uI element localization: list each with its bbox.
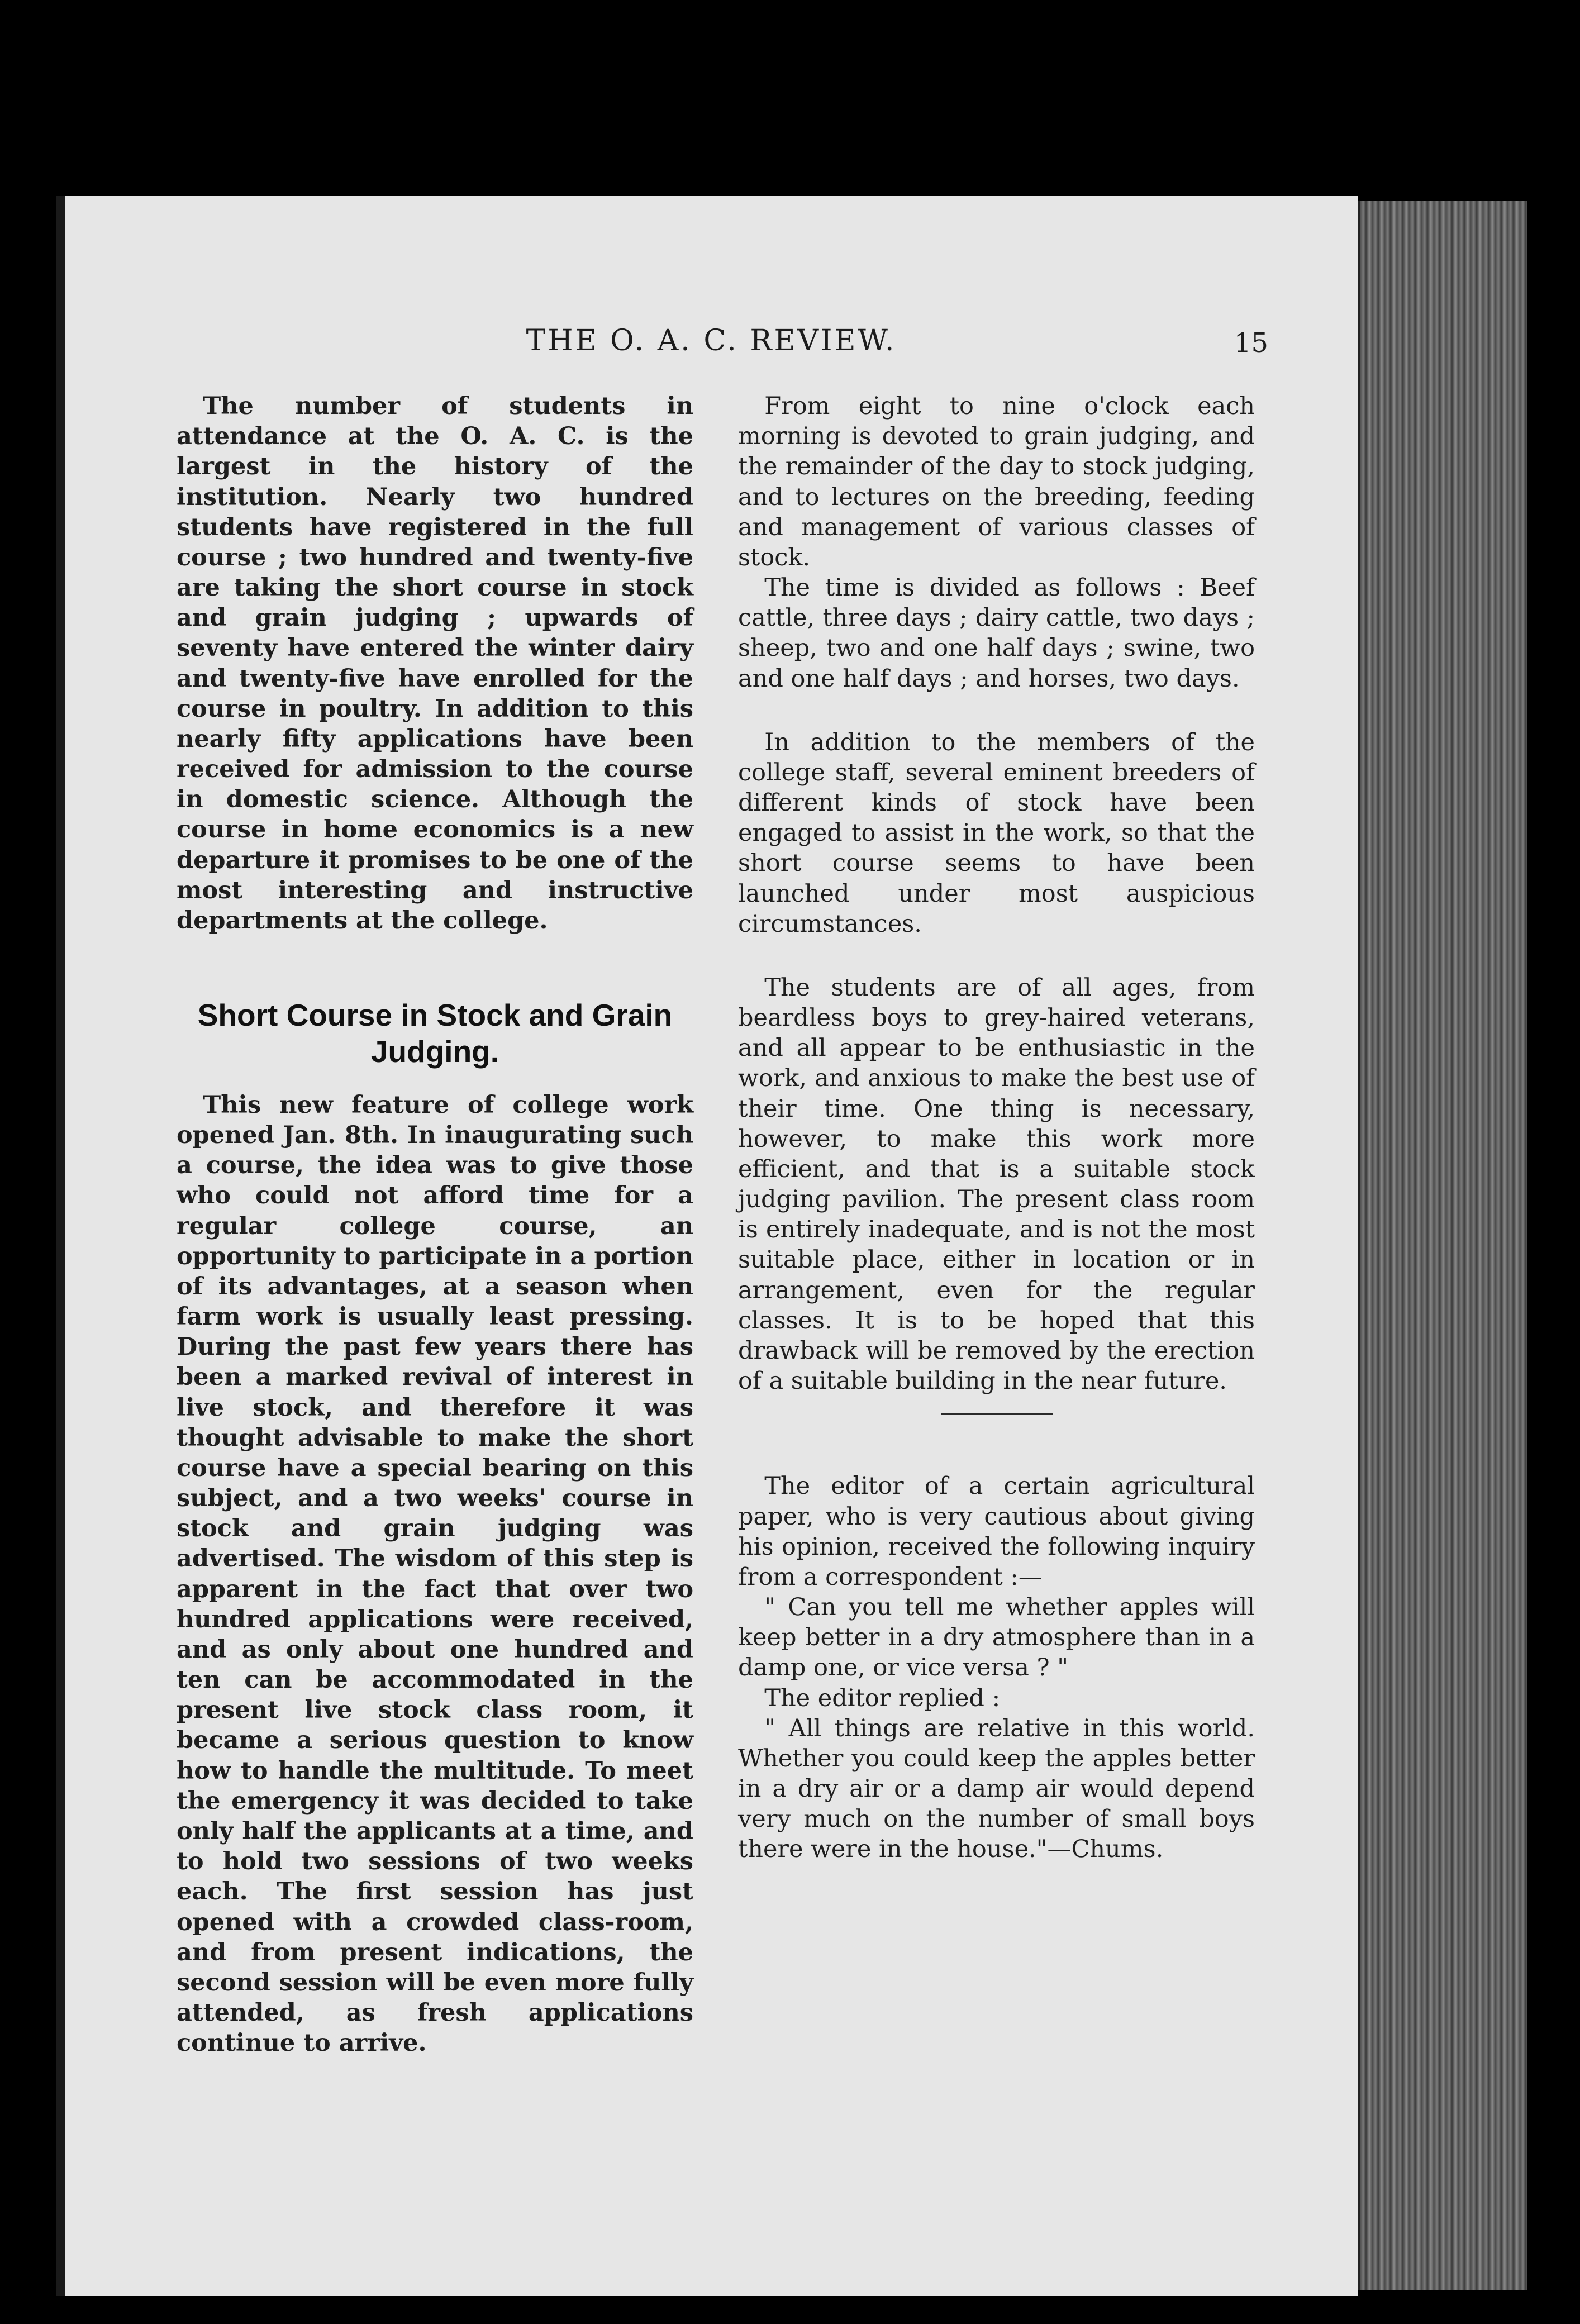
book-page-edges	[1358, 201, 1527, 2290]
magazine-page	[56, 196, 1358, 2296]
page-number: 15	[1234, 327, 1268, 359]
editor-anecdote-paragraph: The editor of a certain agricultural paper, who is very cautious about giving his opinion, received the following inquiry from a correspondent :—	[738, 1472, 1255, 1591]
section-divider	[941, 1413, 1053, 1415]
left-column	[177, 391, 693, 2058]
spacer	[738, 939, 1255, 973]
right-column	[738, 391, 1255, 1865]
students-paragraph: The students are of all ages, from beardless boys to grey-haired veterans, and all appear to be enthusiastic in the work, and anxious to make the best use of their time. One thing is necessary, however, to make this work more efficient, and that is a suitable stock judging pavilion. The present class room is entirely inadequate, and is not the most suitable place, either in location or in arrangement, even for the regular classes. It is to be hoped that this drawback will be removed by the erection of a suitable building in the near future.	[738, 973, 1255, 1396]
reply-quote: " All things are relative in this world. Whether you could keep the apples better in a dry air or a damp air would depend very much on the number of small boys there were in the house."—Chums.	[738, 1714, 1255, 1864]
staff-paragraph: In addition to the members of the college staff, several eminent breeders of different kinds of stock have been engaged to assist in the work, so that the short course seems to have been launched under most auspicious circumstances.	[738, 728, 1255, 938]
schedule-paragraph: From eight to nine o'clock each morning is devoted to grain judging, and the remainder of the day to stock judging, and to lectures on the breeding, feeding and management of various classes of stock.	[738, 392, 1255, 572]
section-heading: Short Course in Stock and Grain Judging.	[197, 998, 673, 1069]
spacer	[738, 694, 1255, 727]
short-course-paragraph: This new feature of college work opened Jan. 8th. In inaugurating such a course, the idea was to give those who could not afford time for a regular college course, an opportunity to participate in a portion of its advantages, at a season when farm work is usually least pressing. During the past few years there has been a marked revival of interest in live stock, and therefore it was thought advisable to make the short course have a special bearing on this subject, and a two weeks' course in stock and grain judging was advertised. The wisdom of this step is apparent in the fact that over two hundred applications were received, and as only about one hundred and ten can be accommodated in the present live stock class room, it became a serious question to know how to handle the multitude. To meet the emergency it was decided to take only half the applicants at a time, and to hold two sessions of two weeks each. The first session has just opened with a crowded class-room, and from present indications, the second session will be even more fully attended, as fresh applications continue to arrive.	[177, 1090, 693, 2058]
spacer	[177, 936, 693, 997]
inquiry-quote: " Can you tell me whether apples will keep better in a dry atmosphere than in a damp one, or vice versa ? "	[738, 1593, 1255, 1682]
editor-replied-line: The editor replied :	[764, 1684, 1001, 1712]
page-header	[65, 324, 1358, 358]
spacer	[738, 1437, 1255, 1471]
attendance-paragraph: The number of students in attendance at the O. A. C. is the largest in the history of the institution. Nearly two hundred students have registered in the full course ; two hundred and twenty-five are taking the short course in stock and grain judging ; upwards of seventy have entered the winter dairy and twenty-five have enrolled for the course in poultry. In addition to this nearly fifty applications have been received for admission to the course in domestic science. Although the course in home economics is a new departure it promises to be one of the most interesting and instructive departments at the college.	[177, 392, 693, 935]
time-division-paragraph: The time is divided as follows : Beef cattle, three days ; dairy cattle, two days ; sheep, two and one half days ; swine, two and one half days ; and horses, two days.	[738, 574, 1255, 693]
running-title: THE O. A. C. REVIEW.	[526, 324, 897, 358]
